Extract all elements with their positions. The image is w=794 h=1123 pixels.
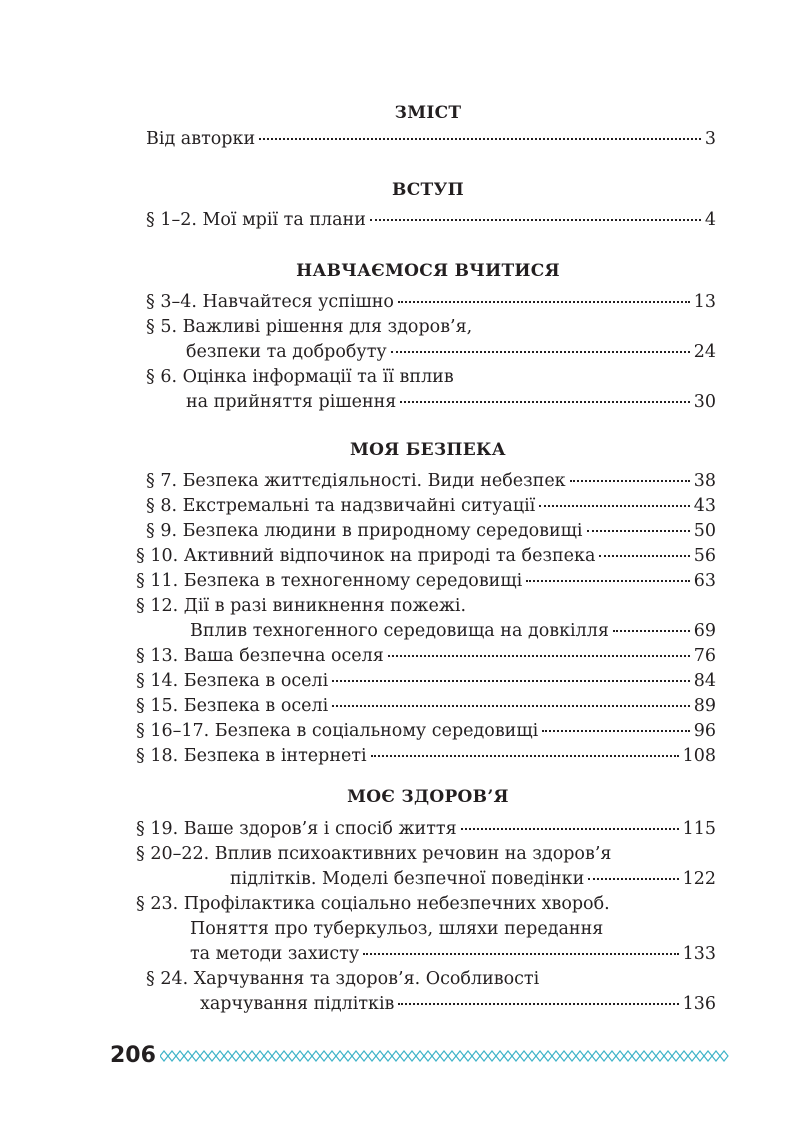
- leader-dots: [363, 953, 678, 955]
- decorative-ornament-line: [160, 1049, 736, 1063]
- leader-dots: [526, 580, 690, 582]
- toc-entry[interactable]: [186, 391, 716, 413]
- entry-page: 56: [693, 546, 716, 566]
- entry-title: § 18. Безпека в інтернеті: [136, 746, 367, 766]
- entry-page: 89: [693, 696, 716, 716]
- entry-title: § 14. Безпека в оселі: [136, 671, 329, 691]
- toc-entry[interactable]: [146, 520, 716, 542]
- entry-page: 4: [704, 210, 716, 230]
- entry-page: 38: [693, 471, 716, 491]
- entry-page: 69: [693, 621, 716, 641]
- entry-title-line1: § 23. Профілактика соціально небезпечних хвороб.: [136, 894, 610, 914]
- leader-dots: [332, 705, 689, 707]
- toc-entry[interactable]: [190, 620, 716, 642]
- entry-page: 115: [682, 819, 716, 839]
- toc-entry[interactable]: [146, 470, 716, 492]
- leader-dots: [398, 1003, 678, 1005]
- toc-entry[interactable]: [136, 670, 716, 692]
- toc-entry[interactable]: [136, 745, 716, 767]
- entry-title: підлітків. Моделі безпечної поведінки: [230, 869, 585, 889]
- entry-page: 76: [693, 646, 716, 666]
- toc-entry[interactable]: [146, 209, 716, 231]
- entry-title: безпеки та добробуту: [186, 342, 387, 362]
- entry-title: § 19. Ваше здоров’я і спосіб життя: [136, 819, 457, 839]
- section-title-safety: МОЯ БЕЗПЕКА: [350, 440, 506, 460]
- entry-page: 13: [693, 292, 716, 312]
- leader-dots: [542, 730, 690, 732]
- entry-title: Від авторки: [146, 129, 256, 149]
- entry-title-line2: Поняття про туберкульоз, шляхи передання: [190, 919, 604, 939]
- section-title-contents: ЗМІСТ: [394, 103, 462, 123]
- entry-page: 133: [682, 944, 716, 964]
- entry-title: § 8. Екстремальні та надзвичайні ситуації: [146, 496, 536, 516]
- leader-dots: [370, 219, 701, 221]
- entry-title-line1: § 6. Оцінка інформації та її вплив: [146, 367, 454, 387]
- entry-title: § 7. Безпека життєдіяльності. Види небезпек: [146, 471, 566, 491]
- toc-entry[interactable]: [190, 943, 716, 965]
- entry-page: 96: [693, 721, 716, 741]
- leader-dots: [259, 138, 701, 140]
- toc-entry[interactable]: [146, 291, 716, 313]
- toc-entry[interactable]: [186, 341, 716, 363]
- entry-page: 30: [693, 392, 716, 412]
- entry-title: Вплив техногенного середовища на довкілля: [190, 621, 609, 641]
- leader-dots: [391, 351, 690, 353]
- toc-entry[interactable]: [136, 570, 716, 592]
- entry-title: § 3–4. Навчайтеся успішно: [146, 292, 394, 312]
- section-title-intro: ВСТУП: [392, 180, 464, 200]
- toc-entry[interactable]: [200, 993, 716, 1015]
- entry-title-line1: § 5. Важливі рішення для здоров’я,: [146, 317, 473, 337]
- toc-entry[interactable]: [136, 645, 716, 667]
- leader-dots: [388, 655, 690, 657]
- entry-page: 136: [682, 994, 716, 1014]
- leader-dots: [570, 480, 690, 482]
- toc-entry[interactable]: [136, 818, 716, 840]
- entry-title: на прийняття рішення: [186, 392, 397, 412]
- entry-title-line1: § 12. Дії в разі виникнення пожежі.: [136, 596, 467, 616]
- entry-page: 3: [704, 129, 716, 149]
- leader-dots: [613, 630, 690, 632]
- entry-title: § 9. Безпека людини в природному середовищі: [146, 521, 583, 541]
- entry-page: 122: [682, 869, 716, 889]
- leader-dots: [539, 505, 689, 507]
- leader-dots: [461, 828, 679, 830]
- entry-page: 50: [693, 521, 716, 541]
- toc-entry[interactable]: [146, 128, 716, 150]
- entry-page: 108: [682, 746, 716, 766]
- toc-entry[interactable]: [146, 495, 716, 517]
- entry-page: 84: [693, 671, 716, 691]
- leader-dots: [588, 878, 678, 880]
- entry-title: § 16–17. Безпека в соціальному середовищі: [136, 721, 539, 741]
- entry-title-line1: § 24. Харчування та здоров’я. Особливості: [146, 969, 540, 989]
- section-title-health: МОЄ ЗДОРОВ’Я: [347, 787, 509, 807]
- leader-dots: [332, 680, 689, 682]
- toc-entry[interactable]: [230, 868, 716, 890]
- entry-title: § 1–2. Мої мрії та плани: [146, 210, 366, 230]
- page-number: 206: [110, 1043, 156, 1068]
- leader-dots: [599, 555, 689, 557]
- section-title-learning: НАВЧАЄМОСЯ ВЧИТИСЯ: [296, 261, 560, 281]
- leader-dots: [587, 530, 690, 532]
- toc-entry[interactable]: [136, 545, 716, 567]
- entry-title: § 13. Ваша безпечна оселя: [136, 646, 384, 666]
- entry-page: 43: [693, 496, 716, 516]
- entry-title: харчування підлітків: [200, 994, 395, 1014]
- entry-page: 24: [693, 342, 716, 362]
- entry-title: § 10. Активний відпочинок на природі та безпека: [136, 546, 596, 566]
- leader-dots: [400, 401, 689, 403]
- entry-title: § 15. Безпека в оселі: [136, 696, 329, 716]
- entry-title: § 11. Безпека в техногенному середовищі: [136, 571, 523, 591]
- entry-title-line1: § 20–22. Вплив психоактивних речовин на здоров’я: [136, 844, 612, 864]
- toc-entry[interactable]: [136, 720, 716, 742]
- toc-entry[interactable]: [136, 695, 716, 717]
- entry-page: 63: [693, 571, 716, 591]
- leader-dots: [398, 301, 690, 303]
- leader-dots: [371, 755, 679, 757]
- entry-title: та методи захисту: [190, 944, 360, 964]
